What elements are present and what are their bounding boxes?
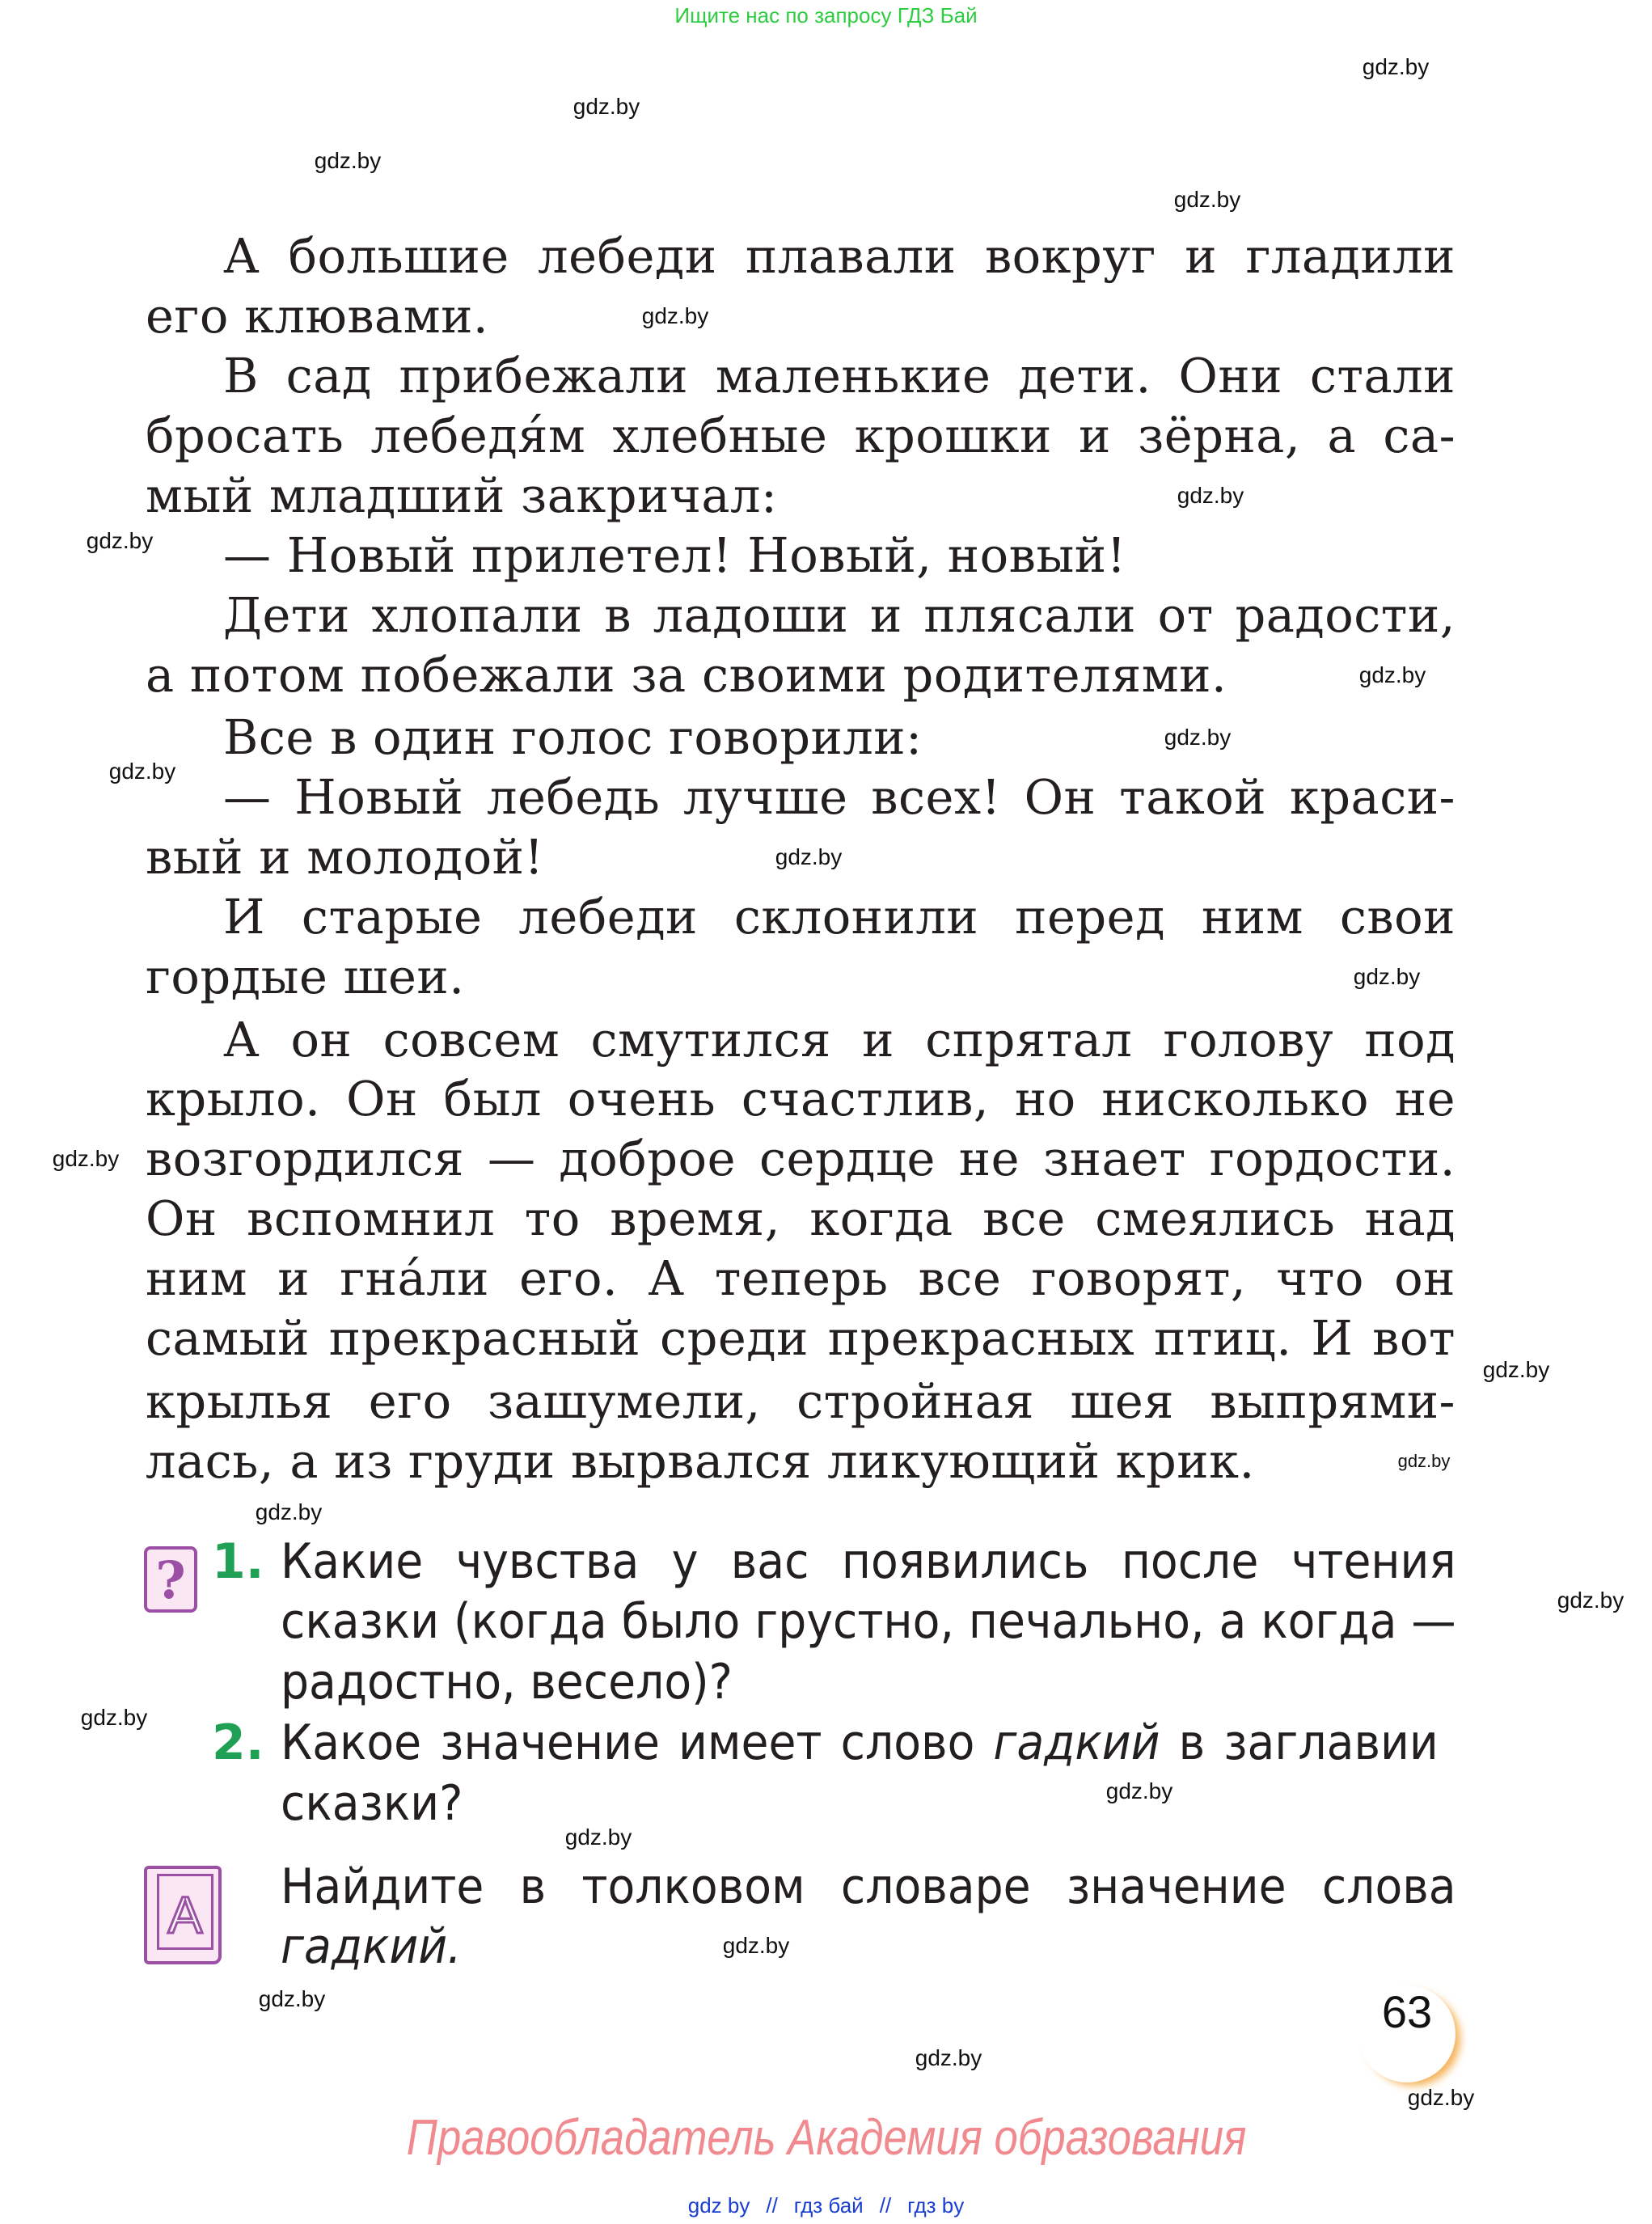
watermark-text: gdz.by bbox=[86, 528, 154, 553]
story-line: В сад прибежали маленькие дети. Они стали bbox=[223, 348, 1456, 404]
story-line: Дети хлопали в ладоши и плясали от радости, bbox=[223, 587, 1456, 643]
page-number: 63 bbox=[1358, 1985, 1456, 2082]
story-line: а потом побежали за своими родителями. bbox=[146, 647, 1227, 703]
footer-links bbox=[680, 2193, 973, 2218]
watermark-text: gdz.by bbox=[572, 94, 640, 119]
separator: // bbox=[879, 2193, 892, 2218]
watermark-text: gdz.by bbox=[641, 303, 709, 328]
question-text: радостно, весело)? bbox=[281, 1654, 733, 1710]
watermark-text: gdz.by bbox=[722, 1933, 790, 1958]
question-number: 2. bbox=[212, 1715, 264, 1771]
task-italic-word: гадкий. bbox=[281, 1918, 462, 1975]
rights-holder-watermark: Правообладатель Академия образования bbox=[406, 2110, 1246, 2166]
question-text bbox=[281, 1715, 1439, 1771]
story-line: ним и гна́ли его. А теперь все говорят, что он bbox=[146, 1250, 1456, 1306]
top-banner: Ищите нас по запросу ГДЗ Бай bbox=[674, 3, 978, 27]
task-text: Найдите в толковом словаре значение слова bbox=[281, 1858, 1456, 1915]
story-line: крыло. Он был очень счастлив, но нисколько не bbox=[146, 1071, 1456, 1127]
footer-link[interactable]: гдз by bbox=[907, 2193, 965, 2218]
question-italic-word: гадкий bbox=[993, 1715, 1160, 1771]
story-line: А он совсем смутился и спрятал голову под bbox=[223, 1012, 1456, 1068]
story-line: крылья его зашумели, стройная шея выпрями- bbox=[146, 1373, 1456, 1429]
question-number: 1. bbox=[212, 1533, 264, 1590]
story-line: — Новый прилетел! Новый, новый! bbox=[223, 527, 1126, 583]
watermark-text: gdz.by bbox=[1173, 187, 1241, 212]
watermark-text: gdz.by bbox=[775, 844, 843, 869]
watermark-text: gdz.by bbox=[1362, 54, 1430, 79]
watermark-text: gdz.by bbox=[258, 1986, 326, 2011]
watermark-text: gdz.by bbox=[80, 1705, 148, 1730]
letter-a-icon: A bbox=[157, 1874, 213, 1950]
story-line: возгордился — доброе сердце не знает гордости. bbox=[146, 1131, 1456, 1186]
story-line: мый младший закричал: bbox=[146, 467, 778, 523]
question-text: сказки (когда было грустно, печально, а когда — bbox=[281, 1593, 1456, 1650]
watermark-text: gdz.by bbox=[1557, 1588, 1625, 1613]
story-line: А большие лебеди плавали вокруг и гладили bbox=[223, 228, 1456, 284]
question-text: сказки? bbox=[281, 1775, 463, 1832]
watermark-text: gdz.by bbox=[1482, 1357, 1550, 1382]
watermark-text: gdz.by bbox=[1105, 1778, 1173, 1803]
story-line: Все в один голос говорили: bbox=[223, 709, 923, 765]
separator: // bbox=[766, 2193, 778, 2218]
footer-link[interactable]: gdz by bbox=[687, 2193, 750, 2218]
story-line: — Новый лебедь лучше всех! Он такой краси- bbox=[223, 769, 1456, 825]
question-text-part: Какое значение имеет слово bbox=[281, 1715, 994, 1771]
watermark-text: gdz.by bbox=[1358, 662, 1426, 687]
story-line: лась, а из груди вырвался ликующий крик. bbox=[146, 1433, 1255, 1489]
story-line: бросать лебедя́м хлебные крошки и зёрна, а са- bbox=[146, 408, 1456, 463]
watermark-text: gdz.by bbox=[1353, 964, 1421, 989]
watermark-text: gdz.by bbox=[564, 1824, 632, 1850]
watermark-text: gdz.by bbox=[1397, 1451, 1451, 1471]
story-line: И старые лебеди склонили перед ним свои bbox=[223, 889, 1456, 945]
task-text bbox=[281, 1918, 462, 1975]
story-line: Он вспомнил то время, когда все смеялись над bbox=[146, 1190, 1456, 1246]
question-text-part: в заглавии bbox=[1160, 1715, 1439, 1771]
story-line: его клювами. bbox=[146, 288, 489, 344]
watermark-text: gdz.by bbox=[314, 148, 382, 173]
watermark-text: gdz.by bbox=[255, 1499, 323, 1524]
watermark-text: gdz.by bbox=[915, 2045, 982, 2070]
story-line: вый и молодой! bbox=[146, 829, 544, 885]
watermark-text: gdz.by bbox=[108, 759, 176, 784]
watermark-text: gdz.by bbox=[1164, 725, 1232, 750]
question-icon: ? bbox=[144, 1546, 197, 1613]
story-line: самый прекрасный среди прекрасных птиц. И вот bbox=[146, 1310, 1456, 1366]
footer-link[interactable]: гдз бай bbox=[793, 2193, 864, 2218]
question-text: Какие чувства у вас появились после чтения bbox=[281, 1533, 1456, 1590]
watermark-text: gdz.by bbox=[1407, 2085, 1475, 2110]
dictionary-book-icon bbox=[144, 1866, 222, 1964]
watermark-text: gdz.by bbox=[52, 1146, 120, 1171]
watermark-text: gdz.by bbox=[1177, 483, 1244, 508]
story-line: гордые шеи. bbox=[146, 949, 465, 1004]
